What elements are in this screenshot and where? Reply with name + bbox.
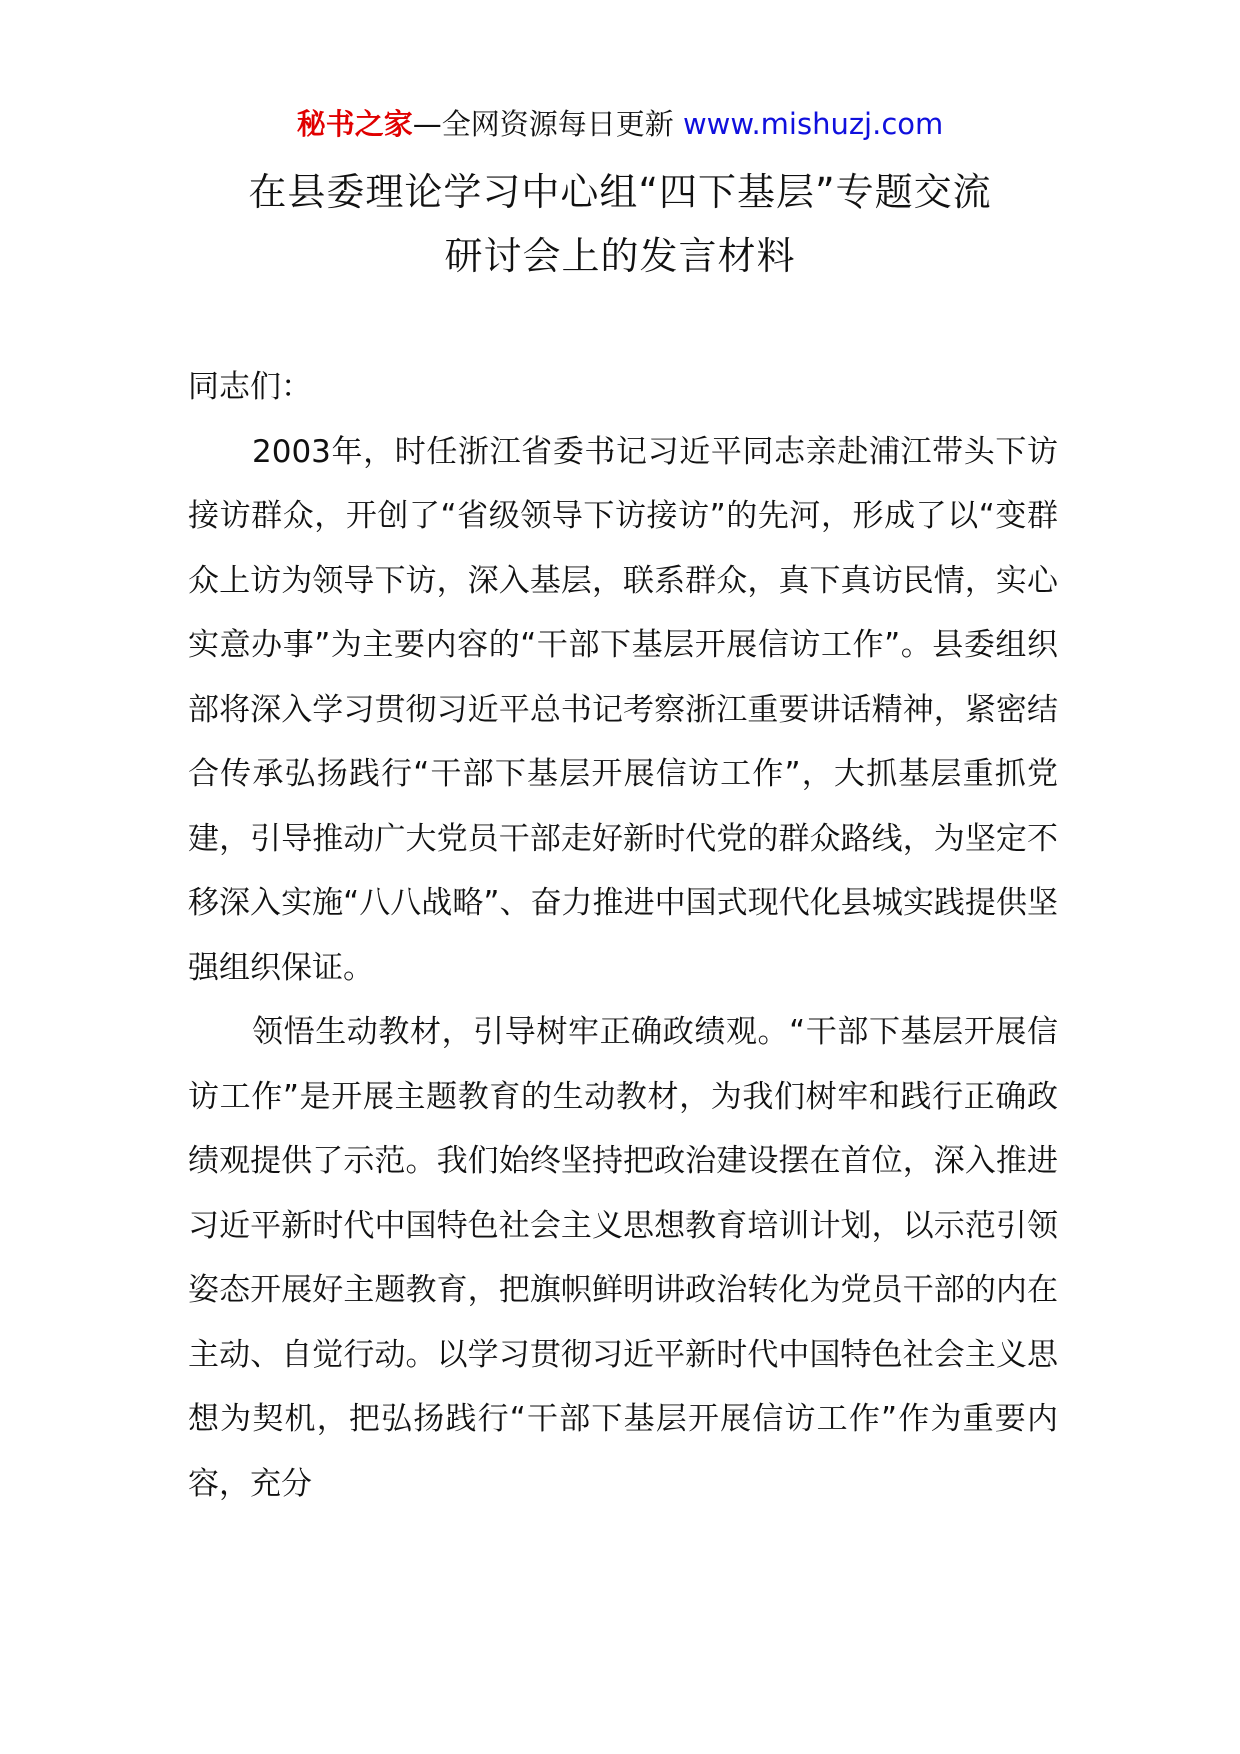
document-title xyxy=(160,160,1080,288)
paragraph-1: 2003年，时任浙江省委书记习近平同志亲赴浦江带头下访接访群众，开创了“省级领导下访接访”的先河，形成了以“变群众上访为领导下访，深入基层，联系群众，真下真访民情，实心实意办事”为主要内容的“干部下基层开展信访工作”。县委组织部将深入学习贯彻习近平总书记考察浙江重要讲话精神，紧密结合传承弘扬践行“干部下基层开展信访工作”，大抓基层重抓党建，引导推动广大党员干部走好新时代党的群众路线，为坚定不移深入实施“八八战略”、奋力推进中国式现代化县城实践提供坚强组织保证。 xyxy=(188,433,1058,986)
document-body xyxy=(188,355,1058,1516)
site-url: www.mishuzj.com xyxy=(673,107,944,141)
salutation: 同志们： xyxy=(188,369,312,405)
brand-name: 秘书之家 xyxy=(296,107,413,141)
watermark-header xyxy=(0,104,1240,144)
paragraph-2: 领悟生动教材，引导树牢正确政绩观。“干部下基层开展信访工作”是开展主题教育的生动教材，为我们树牢和践行正确政绩观提供了示范。我们始终坚持把政治建设摆在首位，深入推进习近平新时代中国特色社会主义思想教育培训计划，以示范引领姿态开展好主题教育，把旗帜鲜明讲政治转化为党员干部的内在主动、自觉行动。以学习贯彻习近平新时代中国特色社会主义思想为契机，把弘扬践行“干部下基层开展信访工作”作为重要内容，充分 xyxy=(188,1014,1058,1502)
title-line-2: 研讨会上的发言材料 xyxy=(444,234,796,278)
title-line-1: 在县委理论学习中心组“四下基层”专题交流 xyxy=(248,170,992,214)
header-tagline: —全网资源每日更新 xyxy=(412,107,674,141)
